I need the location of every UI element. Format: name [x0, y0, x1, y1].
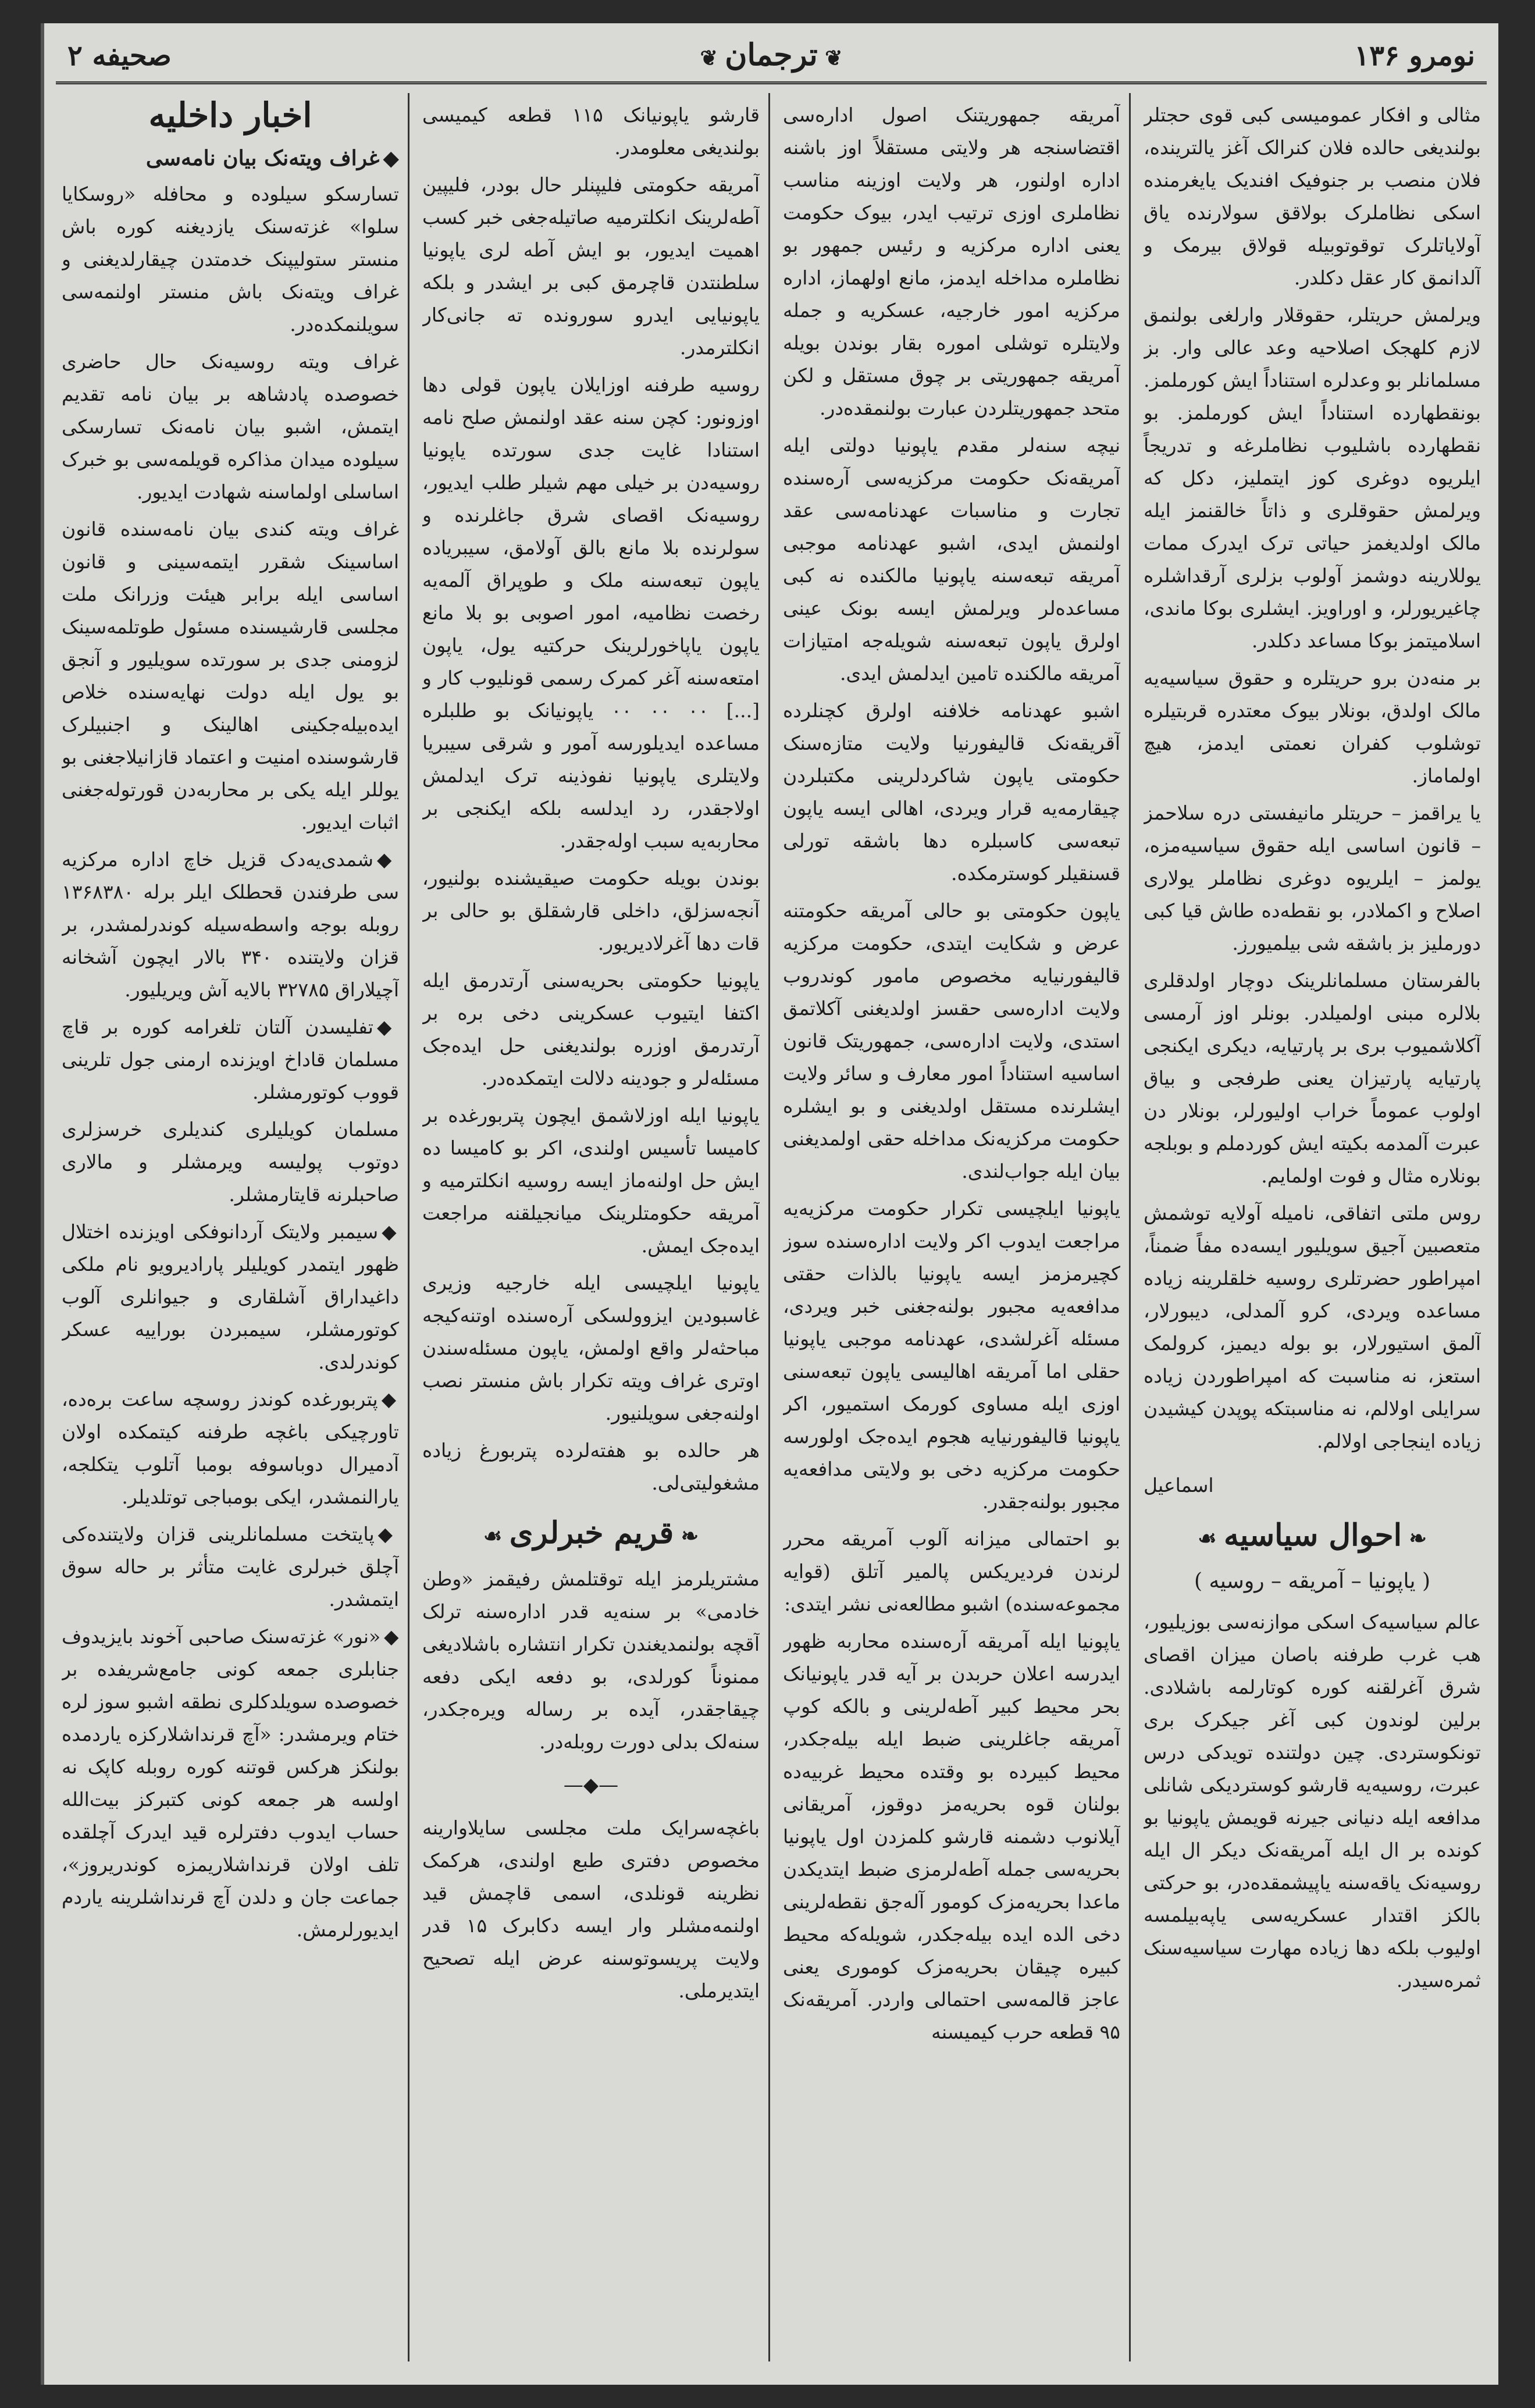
item-heading-text: غراف ویته‌نک بیان نامه‌سی: [145, 146, 380, 170]
column-divider: [1129, 93, 1131, 2361]
paragraph-text: سیمبر ولایتک آردانوفکی اویزنده اختلال ظهور ایتمدر کویلیلر پارادیرویو نام ملکی داغیداراق آشلقاری و جیوانلری آلوب کوتورمشلر، سیمبردن بوراییه عسکر کوندرلدی.: [62, 1220, 399, 1373]
item-heading: [62, 142, 399, 174]
diamond-bullet-icon: ◆: [384, 1625, 399, 1648]
diamond-bullet-icon: ◆: [382, 1220, 399, 1243]
paragraph: غراف ویته روسیه‌نک حال حاضری خصوصده پادشاهه بر بیان نامه تقدیم ایتمش، اشبو بیان نامه‌نک تسارسکی سیلوده میدان مذاکره قویلمه‌سی بو خبرک اساسلی اولماسنه شهادت ایدیور.: [62, 350, 399, 503]
paragraph: بالفرستان مسلمانلرینک دوچار اولدقلری بلالره مبنی اولمیلدر. بونلر اوز آرمسی آکلاشمیوب بری بر پارتیایه، دیکری ایکنجی پارتیایه پارتیزان یعنی طرفجی و بیاق اولوب عموماً خراب اولیورلر، بونلار دن عبرت آلمدمه بکیته ایش کوردملم و بوبلجه بونلاره مثال و فوت اولمایم.: [1144, 969, 1481, 1187]
section-heading-text: قریم خبرلری: [509, 1515, 674, 1551]
paragraph: بر منه‌دن برو حریتلره و حقوق سیاسیه‌یه مالک اولدق، بونلار بیوک معتدره قربتیلره توشلوب کفران نعمتی ایدمز، هیچ اولماماز.: [1144, 667, 1481, 787]
paragraph: مثالی و افکار عمومیسی کبی قوی حجتلر بولندیغی حالده فلان کنرالک آغز یالترینده، فلان منصب بر جنوفیک افندیک یایغرمنده اسکی نظاملرک بولاقق سولارنده یاق آولایاتلرک توقوتوبیله قولاق بیرمک و آلدانمق کار عقل دکلدر.: [1144, 104, 1481, 289]
author-signature: اسماعیل: [1144, 1474, 1214, 1497]
column-3: [422, 99, 760, 2344]
section-subheading: ( یاپونیا – آمریقه – روسیه ): [1194, 1569, 1430, 1593]
divider-ornament-icon: —◆—: [563, 1773, 619, 1797]
column-4: [62, 99, 399, 2344]
issue-number: نومرو ۱۳۶: [1354, 40, 1475, 72]
paragraph: نیچه سنه‌لر مقدم یاپونیا دولتی ایله آمریقه‌نک حکومت مرکزیه‌سی آره‌سنده تجارت و مناسبات عهدنامه‌سی عقد اولنمش ایدی، اشبو عهدنامه موجبی آمریقه تبعه‌سنه یاپونیا مالکنده نه کبی مساعده‌لر ویرلمش ایسه بونک عینی اولرق یاپون تبعه‌سنه شویله‌جه امتیازات آمریقه مالکنده تامین ایدلمش ایدی.: [783, 434, 1120, 685]
section-heading-text: احوال سیاسیه: [1224, 1518, 1402, 1553]
paper-name: ترجمان: [725, 37, 818, 73]
paragraph: عالم سیاسیه‌ک اسکی موازنه‌سی بوزیلیور، هب غرب طرفنه باصان میزان اقصای شرق آغرلقنه کوره کوتارلمه باشلادی. برلین لوندون کبی آغر جیکرک بری تونکوسترد‌ی. چین دولتنده تویدکی درس عبرت، روسیه‌یه قارشو کوستردیکی شانلی مدافعه ایله دنیانی جیرنه قویمش یاپونیا بو کونده بر ال ایله آمریقه‌نک دیکر ال ایله روسیه‌نک یاقه‌سنه یاپیشمقده‌در، بو حرکتی بالکز اقتدار عسکریه‌سی یاپه‌بیلمسه اولیوب بلکه دها زیاده مهارت سیاسیه‌سنک ثمره‌سیدر.: [1144, 1611, 1481, 1992]
paragraph: یاپونیا ایلچیسی تکرار حکومت مرکزیه‌یه مراجعت ایدوب اکر ولایت اداره‌سنده سوز کچیرمزمز ایسه یاپونیا بالذات حقتی مدافعه‌یه مجبور بولنه‌جغنی خبر ویردی، مسئله آغرلشدی، عهدنامه موجبی یاپونیا حقلی اما آمریقه اهالیسی یاپون تبعه‌سنی اوزی ایله مساوی کورمک استمیور، اکر یاپونیا قالیفورنیایه هجوم ایده‌جک اولورسه حکومت مرکزیه دخی بو ولایتی مدافعه‌یه مجبور بولنه‌جقدر.: [783, 1197, 1120, 1513]
diamond-bullet-icon: ◆: [377, 1523, 399, 1545]
paragraph: مسلمان کویلیلری کندیلری خرسزلری دوتوب پولیسه ویرمشلر و مالاری صاحبلرنه قایتارمشلر.: [62, 1118, 399, 1206]
paragraph: یاپونیا ایلچیسی ایله خارجیه وزیری غاسبودین ایزوولسکی آره‌سنده اوتنه‌کیجه مباحثه‌لر واقع اولمش، یاپون مسئله‌سندن اوتری غراف ویته تکرار باش منستر نصب اولنه‌جغی سویلنیور.: [422, 1271, 760, 1424]
section-heading: اخبار داخلیه: [148, 99, 312, 135]
paragraph: روسیه طرفنه اوزایلان یاپون قولی دها اوزونور: کچن سنه عقد اولنمش صلح نامه استنادا غایت جدی سورتده یاپونیا روسیه‌دن بر خیلی مهم شیلر طلب ایدیور، روسیه‌نک اقصای شرق جاغلرنده و سولرنده بلا مانع بالق آولامق، سیبریاده یاپون تبعه‌سنه ملک و طوپراق آلمه‌یه رخصت نظامیه، امور اصوبی بو بلا مانع یاپون یاپاخورلرینک حرکتیه یول، یاپون امتعه‌سنه آغر کمرک رسمی قونلیوب کار و [...] ۰۰ ۰۰ ۰۰ یاپونیانک بو طلبلره مساعده ایدیلورسه آمور و شرقی سیبریا ولایتلری یاپونیا نفوذینه ترک ایدلمش اولاجقدر، رد ایدلسه بلکه ایکنجی بر محاربه‌یه سبب اوله‌جقدر.: [422, 373, 760, 852]
paragraph: [62, 1011, 399, 1109]
paragraph: [62, 1383, 399, 1513]
diamond-bullet-icon: ◆: [381, 1388, 399, 1410]
paragraph: [62, 1620, 399, 1946]
masthead: [44, 23, 1498, 87]
column-1: [1144, 99, 1481, 2344]
paragraph: هر حالده بو هفته‌لرده پتربورغ زیاده مشغولیتی‌لی.: [422, 1439, 760, 1494]
paragraph: آمریقه حکومتی فلیپنلر حال بودر، فلیپین آطه‌لرینک انکلترمیه صاتیله‌جغی خبر کسب اهمیت ایدیور، بو ایش آطه لری یاپونیا سلطنتدن قاچرمق کبی بر ایشدر و بلکه یاپونیایی ایدرو سوروند‌ه ته جانی‌کار انکلترمدر.: [422, 173, 760, 359]
newspaper-page: [41, 23, 1498, 2385]
paragraph: [62, 1518, 399, 1616]
diamond-bullet-icon: ◆: [383, 146, 399, 170]
section-heading: [422, 1517, 760, 1552]
paragraph-text: تفلیسدن آلتان تلغرامه کوره بر قاچ مسلمان قاداخ اویزنده ارمنی جول تلرینی قووب کوتورمشلر.: [62, 1016, 399, 1103]
leaf-ornament-icon: ❧: [1402, 1526, 1427, 1551]
paragraph: اشبو عهدنامه خلافنه اولرق کچنلرده آقریقه‌نک قالیفورنیا ولایت متازه‌سنک حکومتی یاپون شاکردلرینی مکتبلردن چیقارمه‌یه قرار ویردی، اهالی ایسه یاپون تبعه‌سی کاسبلره دها باشقه تورلی قسنقیلر کوسترمکده.: [783, 699, 1120, 885]
paragraph: [62, 843, 399, 1006]
column-divider: [768, 93, 770, 2361]
paragraph: روس ملتی اتفاقی، نامیله آولایه توشمش متعصبین آجیق سویلیور ایسه‌ده مفاً ضمناً، امپراطور حضرتلری روسیه خلقلرینه زیاده مساعده ویردی، کرو آلمدلی، دیبورلار، آلمق استیورلار، بو بوله دیمیز، کرولمک استعز، نه مناسبت که امپراطوردن زیاده سرایلی اولالم، نه مناسبتکه پوپدن کیشیدن زیاده اینجاجی اولالم.: [1144, 1202, 1481, 1452]
paragraph: یاپون حکومتی بو حالی آمریقه حکومتنه عرض و شکایت ایتدی، حکومت مرکزیه قالیفورنیایه مخصوص مامور کوندروب ولایت اداره‌سی حقسز اولدیغنی آکلاتمق استدی، ولایت اداره‌سی، جمهوریتک قانون اساسیه استناداً امور معارف و سائر ولایت ایشلرنده مستقل اولدیغنی و بو ایشلره حکومت مرکزیه‌نک مداخله حقی اولمدیغنی بیان ایله جواب‌لندی.: [783, 899, 1120, 1182]
paragraph: یا یراقمز – حریتلر مانیفستی دره سلاحمز – قانون اساسی ایله حقوق سیاسیه‌مزه، یولمز – ایلریوه دوغری نظاملر یولاری اصلاح و اکملادر، بو نقطه‌ده طاش قیا کبی دورملیز بز باشقه شی بیلمیورز.: [1144, 802, 1481, 954]
paragraph: [62, 1216, 399, 1378]
column-2: [783, 99, 1120, 2344]
leaf-ornament-icon: ❧: [674, 1524, 699, 1548]
ornament-icon: ❦: [817, 46, 843, 70]
paragraph: آمریقه جمهوریتنک اصول اداره‌سی اقتضاسنجه هر ولایتی مستقلاً اوز باشنه اداره اولنور، هر ولایت اوزینه مناسب نظاملری اوزی ترتیب ایدر، بیوک حکومت یعنی اداره مرکزیه و رئیس جمهور بو نظاملره مداخله ایدمز، مانع اولهماز، اداره مرکزیه امور خارجیه، عسکریه و جمله ولایتلره توشلی اموره بقار بوندن بویله آمریقه جمهوریتی بر چوق مستقل و لکن متحد جمهوریتلردن عبارت بولنمقده‌در.: [783, 104, 1120, 419]
paragraph: بو احتمالی میزانه آلوب آمریقه محرر لرندن فردیریکس پالمیر آتلق (قوایه مجموعه‌سنده) اشبو مطالعه‌نی نشر ایتدی:: [783, 1527, 1120, 1615]
paragraph: یاپونیا ایله اوزلاشمق ایچون پتربورغده بر کامیسا تأسیس اولندی، اکر بو کامیسا ده ایش حل اولنه‌ماز ایسه روسیه انکلترمیه و آمریقه حکومتلرینک میانجیلقنه مراجعت ایده‌جک ایمش.: [422, 1104, 760, 1257]
section-heading: [1144, 1519, 1481, 1555]
paragraph: تسارسکو سیلوده و محافله «روسکایا سلوا» غزته‌سنک یازدیغنه کوره باش منستر ستولیپنک خدمتدن چیقارلدیغنی و غراف ویته‌نک باش منستر اولنمه‌سی سویلنمکده‌در.: [62, 183, 399, 336]
paragraph-text: «نور» غزته‌سنک صاحبی آخوند بایزیدوف جنابلری جمعه کونی جامع‌شریفده بر خصوصده سویلدکلری نطقه اشبو سوز لره ختام ویرمشدر: «آچ قرنداشلارکزه یاردمده بولنکز هرکس قوتنه کوره روبله کاپک نه اولسه هر جمعه کونی کتبرکز بیت‌الله حساب ایدوب دفترلره قید ایدرک آچلقده تلف اولان قرنداشلاریمزه کوندریروز»، جماعت جان و دلدن آچ قرنداشلرینه یاردم ایدیورلرمش.: [62, 1625, 399, 1941]
leaf-ornament-icon: ☙: [1198, 1526, 1224, 1551]
paragraph-text: شمدی‌یه‌دک قزیل خاچ اداره مرکزیه سی طرفندن قحطلک ایلر برله ۱۳۶۸۳۸۰ روبله بوجه واسطه‌سیله کوندرلمشدر، بر قزان ولایتنده ۳۴۰ بالار ایچون آشخانه آچیلاراق ۳۲۷۸۵ بالایه آش ویریلیور.: [62, 848, 399, 1001]
paragraph-text: پتربورغده کوندز روسچه ساعت بره‌ده، تاورچیکی باغچه طرفنه کیتمکده اولان آدمیرال دوباسوفه بومبا آتلوب یتکلجه، یارالنمشدر، ایکی بومباجی توتلدیلر.: [62, 1388, 399, 1508]
leaf-ornament-icon: ☙: [483, 1524, 510, 1548]
paragraph: قارشو یاپونیانک ۱۱۵ قطعه کیمیسی بولندیغی معلومدر.: [422, 104, 760, 159]
column-divider: [408, 93, 409, 2361]
paragraph: بوندن بویله حکومت صیقیشنده بولنیور، آنجه‌سزلق، داخلی قارشقلق بو حالی بر قات دها آغرلادیریور.: [422, 867, 760, 954]
paragraph: ویرلمش حریتلر، حقوقلار وارلغی بولنمق لازم کلهجک اصلاحیه وعد عالی وار. بز مسلمانلر بو وعدلره استناداً ایش کورملمز. بونقطهارده استناداً ایش کورملمز. بو نقطهارده باشلیوب نظاملرغه و تدریجاً ایلریوه دوغری کوز ایتمليز، دکل که ویرلمش حقوقلری و ذاتاً خالقنمز ایله مالک اولدیغمز حیاتی ترک ایدرک ممات یوللارینه دوشمز آولوب بزلری آرقداشلره چاغیریورلر، و اوراویز. ایشلری بوکا ماندی، اسلامیتمز بوکا مساعد دکلدر.: [1144, 304, 1481, 652]
paragraph: مشتریلرمز ایله توقتلمش رفیقمز «وطن خادمی» بر سنه‌یه قدر اداره‌سنه ترلک آقچه بولنمدیغندن تکرار انتشاره باشلادیغی ممنوناً کورلدی، بو دفعه ایکی دفعه چیقاجقدر، آیده بر رساله ویره‌جکدر، سنه‌لک بدلی دورت روبله‌در.: [422, 1568, 760, 1753]
masthead-rule: [56, 81, 1487, 84]
paragraph: غراف ویته کندی بیان نامه‌سنده قانون اساسینک شقرر ایتمه‌سینی و قانون اساسی ایله برابر هیئت وزرانک ملت مجلسی قارشیسنده مسئول طوتلمه‌سینک لزومنی جدی بر سورتده سویلیور و آنجق بو یول ایله دولت نهایه‌سنده خلاص ایده‌بیله‌جکینی اهالینک و اجنبیلرک قارشوسنده امنیت و اعتماد قازانیلاجغنی بو یوللر ایله یکی بر محاربه‌دن قورتوله‌جغنی اثبات ایدیور.: [62, 518, 399, 833]
paragraph: یاپونیا ایله آمریقه آره‌سنده محاربه ظهور ایدرسه اعلان حربدن بر آیه قدر یاپونیانک بحر محیط کبیر آطه‌لرینی و بالکه کوپ آمریقه جاغلرینی ضبط ایله بیله‌جکدر، محیط کبیرده بو وقتده محیط غربیه‌ده بولنان قوه بحریه‌مز دوقوز، آمریقانی آیلانوب دشمنه قارشو کلمزدن اول یاپونیا بحریه‌سی جمله آطه‌لرمزی ضبط ایتدیکدن ماعدا بحریه‌مزک کومور آله‌جق نقطه‌لرینی دخی الده ایده بیله‌جکدر، شویله‌که محیط کبیره چیقان بحریه‌مزک کوموری یعنی عاجز قالمه‌سی احتمالی واردر. آمریقه‌نک ۹۵ قطعه حرب کیمیسنه: [783, 1630, 1120, 2043]
paper-title: [626, 37, 917, 73]
ornament-icon: ❦: [700, 46, 725, 70]
page-number: صحیفه ۲: [67, 40, 172, 72]
paragraph: یاپونیا حکومتی بحریه‌سنی آرتدرمق ایله اکتفا ایتیوب عسکرینی دخی بره بر آرتدرمق اوزره بولندیغنی حل ایده‌جک مسئله‌لر و جودینه دلالت ایتمکده‌در.: [422, 969, 760, 1089]
diamond-bullet-icon: ◆: [377, 848, 399, 871]
paragraph-text: پایتخت مسلمانلرینی قزان ولایتنده‌کی آچلق خبرلری غایت متأثر بر حاله سوق ایتمشدر.: [62, 1523, 399, 1611]
paragraph: باغچه‌سرایک ملت مجلسی سایلاوارینه مخصوص دفتری طبع اولندی، هرکمک نظرینه قونلدی، اسمی قاچمش قید اولنمه‌مشلر وار ایسه دکابرک ۱۵ قدر ولایت پریسوتوسنه عرض ایله تصحیح ایتدیرملی.: [422, 1816, 760, 2002]
diamond-bullet-icon: ◆: [377, 1016, 399, 1038]
